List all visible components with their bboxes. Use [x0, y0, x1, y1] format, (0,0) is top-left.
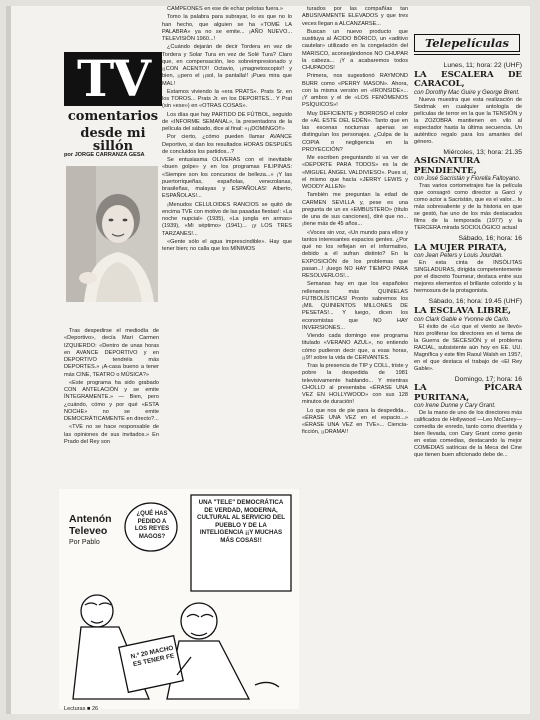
listing-day: Sábado, 16; hora: 16 — [458, 235, 522, 243]
col2-paragraph: ¡Menudos CELULOIDES RANCIOS se quitó de encima TVE con motivo de las pasadas fiestas!: «La noche nupcial» (1935), «La jungla en armas» (1939), «Mi séptimo» (1941)... ¡y LOS TRES TARZANES!... — [162, 201, 292, 237]
col2-paragraph: ¿Cuándo dejarán de decir Tordera en vez de Tordera y Solar Tura en vez de Solé Tura? Claro que, en compensación, leo sobreimpresionado y ¡¡CON ACENTO!! Octavio, ¡¡magnetoscopio!! y bien, ¡¡pero el ¡¡sol, la pantalla!! ¡Pues mira que MAL! — [162, 44, 292, 87]
listing-cast: con Clark Gable e Yvonne de Carlo. — [414, 316, 510, 323]
listing-cast: con Irene Dunne y Cary Grant. — [414, 403, 496, 410]
page-footer: Lecturas ■ 26 — [64, 706, 99, 712]
col3-paragraph: También me preguntan la edad de CARMEN SEVILLA y, pese es una pregunta de un ex «EMBUSTERO» (título de una de sus canciones), diré que no... ¡tiene más de 45 años... — [302, 192, 408, 228]
masthead-subtitle-1: comentarios — [67, 109, 159, 124]
listing-entry — [414, 376, 522, 460]
listing-description: De la mano de uno de los directores más calificados de Hollywood —Leo McCarey— comedia de enredo, tanto como divertida y bien llevada, con Cary Grant como genio en estas comedias, destacando la mejor COMEDIAS satíricas de la Meca del Cine que tienen buen aficionado debe de... — [414, 410, 522, 459]
col1-paragraph: «TVE no se hace responsable de las opiniones de sus invitados.» En Prado del Rey son — [64, 424, 159, 445]
col2-paragraph: «Gente sólo el agua imprescindible». Hay que tener bien; no calla que los MÍNIMOS — [162, 238, 292, 252]
listing-description: El éxito de «Lo que el viento se llevó» hizo proliferar los directores en el tema de la Guerra de SECESIÓN y el problema RACIAL, subsistente aún hoy en EE. UU. Magnífica y este film Raoul Walsh en 1957, en el que destaca el trabajo de «El Rey Gable». — [414, 323, 522, 372]
cartoon-title-line-1: Antenón — [69, 513, 112, 525]
listing-entry — [414, 149, 522, 233]
listing-description: Nueva muestra que esta realización de Siodmak en cualquier antología de películas de terror en la que la TENSIÓN y la ZOZOBRA mantienen en vilo al espectador hasta la última secuencia. Un auténtico regalo para los amantes del género. — [414, 96, 522, 145]
col3-paragraph: Muy DEFICIENTE y BORROSO el color de «AL ESTE DEL EDÉN». Tanto que en las escenas nocturnas apenas se distinguían los personajes. ¿Culpa de la COPIA o negligencia en la PROYECCIÓN? — [302, 110, 408, 153]
tv-logo: TV — [76, 49, 149, 108]
listing-entry — [414, 298, 522, 372]
col3-paragraph: Primera, nos sugestionó RAYMOND BURR como «PERRY MASON». Ahora, con la misma versión en «IRONSIDE»... ¡Y ambos y el de «LOS FENÓMENOS PSÍQUICOS»! — [302, 73, 408, 109]
col3-paragraph: «Voces sin voz, «Un mundo para ellos y tantos interesantes espacios gentes. ¿Por qué no los reflejan en el informativo, debido a él sufran distinto? En la EXPOSICIÓN de los problemas que pasan...! ¡luego NO HAY TIEMPO PARA RESOLVERLOS!... — [302, 229, 408, 279]
listing-day: Lunes, 11; hora: 22 (UHF) — [443, 62, 522, 69]
column-1 — [64, 328, 159, 478]
listing-day: Domingo, 17; hora: 16 — [454, 375, 522, 383]
col2-paragraph: Estamos viviendo la «era PRATS». Prats Sr. en los TOROS... Prats Jr. en los DEPORTES... Y Prat (sin «ese») en «OTRAS COSAS». — [162, 88, 292, 110]
col2-paragraph: Los días que hay PARTIDO DE FÚTBOL, seguido de «INFORME SEMANAL», la presentadora de la película del sábado, dice al final: «¡¡DOMINGO!!» — [162, 111, 292, 132]
col2-paragraph: Se entusiasma OLIVERAS con el inevitable «buen golpe» y en los programas FILIPINAS: «Siempre son los concursos de belleza...» ¡Y las puertorriqueñas, españolas, venezolanas, brasileñas, malayas y ESPAÑOLAS! Alberto, ESPAÑOLAS!... — [162, 157, 292, 200]
cartoon-byline: Por Pablo — [69, 539, 100, 546]
column-2 — [162, 6, 292, 524]
cartoon-strip — [59, 489, 299, 709]
listing-cast: con Jean Peters y Louis Jourdan. — [414, 253, 504, 260]
portrait-drawing — [66, 166, 158, 302]
telepeliculas-column — [414, 62, 522, 702]
listing-title: LA MUJER PIRATA, — [414, 242, 507, 253]
col3-paragraph: Viendo cada domingo ese programa titulado «VERANO AZUL», no entiendo cómo pudieron decir que, a esas horas, ¡¡9!! sobre la vida de CERVANTES. — [302, 333, 408, 361]
listing-title: LA ESCALERA DE CARACOL, — [414, 69, 522, 90]
listing-title: LA PÍCARA PURITANA, — [414, 383, 522, 403]
tv-masthead — [64, 49, 162, 158]
col1-paragraph: «Este programa ha sido grabado CON ANTELACIÓN y se emite ÍNTEGRAMENTE.» — Bien, pero ¿cuándo, cómo y por qué «ESTA NOCHE» no se emite DEMOCRÁTICAMENTE en directo?... — [64, 379, 159, 422]
col2-paragraph: Por cierto, ¿cómo pueden llamar AVANCE Deportivo, si dan los resultados HORAS DESPUÉS de concluidos los partidos...? — [162, 134, 292, 155]
listing-title: ASIGNATURA PENDIENTE, — [414, 156, 480, 176]
cartoon-speech-left: ¿QUÉ HAS PEDIDO A LOS REYES MAGOS? — [134, 511, 170, 540]
col3-paragraph: turados por las compañías tan ABUSIVAMENTE ELEVADOS y que tres veces llegan a ALCANZARSE... — [302, 6, 408, 27]
col2-paragraph: Tomo la palabra para subrayar, lo es que no lo han hecho, que alguien se ha «TOMÉ LA PALABRA» ya no se emite... ¡AÑO NUEVO... TELEVISIÓN 1960...! — [162, 14, 292, 42]
page-gutter — [6, 6, 11, 714]
col2-paragraph: CAMPEONES en ese de echar pelotas fuera.» — [167, 6, 283, 12]
col1-paragraph: Tras despedirse el mediodía de «Deportivo», decía Mari Carmen IZQUIERDO: «Dentro de unas horas en AVANCE DEPORTIVO y en DEPORTIVO tendréis más DEPORTES.» ¡A-casa bueno a tener más CINE, TEATRO o MÚSICA?» — [64, 328, 159, 378]
col3-paragraph: Lo que nos de pie para la despedida... «ÉRASE UNA VEZ en el espacio...» «ÉRASE UNA VEZ en TVE»... Ciencia-ficción, ¡¡DRAMA!! — [302, 407, 408, 436]
cartoon-title-line-2: Televeo — [69, 525, 108, 537]
tv-logo-bar — [64, 49, 162, 108]
listing-day: Miércoles, 13; hora: 21.35 — [443, 148, 522, 156]
col3-paragraph: Semanas hay en que los españoles rellenamos más QUINIELAS FUTBOLÍSTICAS! Pronto sabremos los ¡MIL QUINIENTOS MILLONES DE PESETAS!... Y luego, dicen los economistas que NO HAY INVERSIONES... — [302, 281, 408, 331]
author-byline: por JORGE CARRANZA GESA — [64, 152, 145, 158]
telepeliculas-rule — [414, 54, 520, 55]
listing-title: LA ESCLAVA LIBRE, — [414, 305, 512, 316]
column-3 — [302, 6, 408, 706]
author-portrait — [66, 166, 158, 302]
col3-paragraph: Me escriben preguntando si va ver de «DEPORTE PARA TODOS» es la de «MIGUEL ÁNGEL VALDIVIESO». Pues sí, el mismo que hacía «JERRY LEWIS y WOODY ALLEN» — [302, 155, 408, 190]
magazine-page — [6, 6, 530, 714]
listing-cast: con Dorothy Mac Guire y George Brent. — [414, 89, 520, 96]
masthead-subtitle-2: desde mi sillón — [80, 126, 146, 154]
listing-entry — [414, 62, 522, 146]
listing-description: Tras varios cortometrajes fue la película que consagró como director a Garci y como actor a Sacristán, que es el valor... lo más sobresaliente y de la historia en que se gestó, fue uno de los más destacados films de la temporada (1977) y la TERCERA mirada SOCIOLÓGICO actual — [414, 183, 522, 232]
listing-entry — [414, 235, 522, 295]
cartoon-speech-right: UNA "TELE" DEMOCRÁTICA DE VERDAD, MODERNA, CULTURAL AL SERVICIO DEL PUEBLO Y DE LA INTELIGENCIA ¡¡Y MUCHAS MÁS COSAS!! — [196, 499, 285, 544]
cartoon-sign: N.º 20 MACHO ES TENER FE — [130, 644, 175, 669]
col3-paragraph: Tras la presencia de TIP y COLL, triste y pobre la despedida de 1981 televisivamente hablando... Y mientras CHOLLO al presentaba «ÉRASE UNA VEZ EN HOLLYWOOD» con sus 128 minutos de duración! — [302, 363, 408, 406]
telepeliculas-title: Telepelículas — [414, 34, 520, 52]
listing-day: Sábado, 16; hora: 19.45 (UHF) — [428, 298, 522, 306]
col3-paragraph: Buscan un nuevo producto que sustituya al ÁCIDO BÓRICO, un «aditivo cautelar» utilizado en la congelación del MARISCO, aconsejándonos NO CHUPAR la cabeza... ¡Y a acabaremos todos CHUPADOS! — [302, 28, 408, 71]
listing-cast: con José Sacristán y Fiorella Faltoyano. — [414, 176, 521, 183]
listing-description: En esta cinta de INSÓLITAS SINGLADURAS, dirigida competentemente por el discreto Tourneur, destaca entre sus mejores elementos el brillante colorido y la hermosura de la protagonista. — [414, 260, 522, 295]
